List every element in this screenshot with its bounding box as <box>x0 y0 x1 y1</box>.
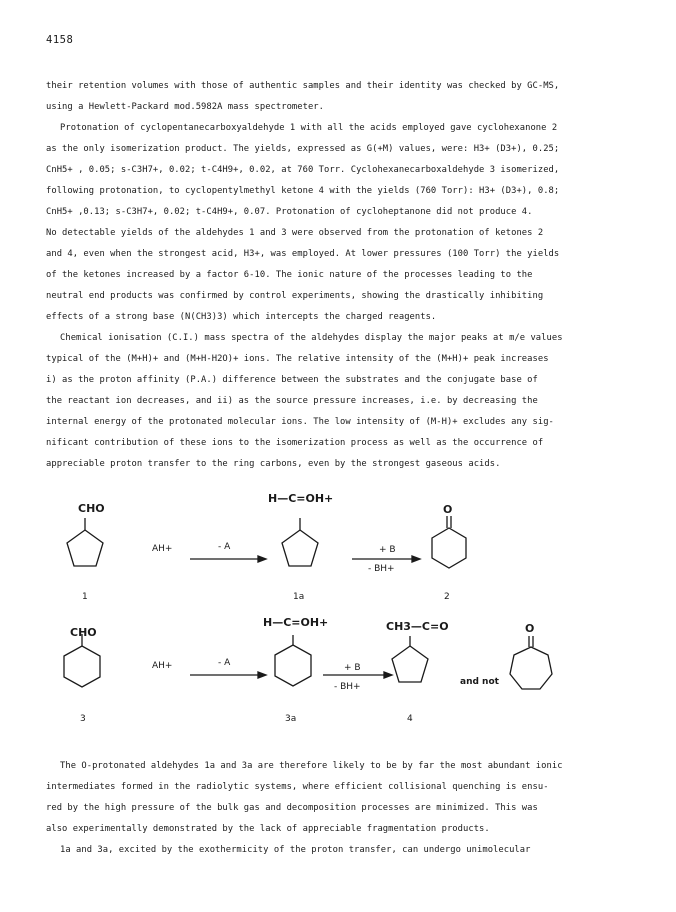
text-line: using a Hewlett-Packard mod.5982A mass spectrometer. <box>46 102 325 112</box>
text-line: intermediates formed in the radiolytic systems, where efficient collisional quenching is ensu- <box>46 782 549 792</box>
minus-a-label: - A <box>218 658 231 668</box>
text-line: effects of a strong base (N(CH3)3) which intercepts the charged reagents. <box>46 312 437 322</box>
text-line: Chemical ionisation (C.I.) mass spectra of the aldehydes display the major peaks at m/e values <box>60 333 563 343</box>
minus-bh-label: - BH+ <box>334 682 361 692</box>
text-line: Protonation of cyclopentanecarboxyaldehyde 1 with all the acids employed gave cyclohexanone 2 <box>60 123 558 133</box>
text-line: the reactant ion decreases, and ii) as the source pressure increases, i.e. by decreasing the <box>46 396 538 406</box>
cho-group: CHO <box>70 626 97 639</box>
minus-a-label: - A <box>218 542 231 552</box>
plus-b-label: + B <box>344 663 361 673</box>
and-not-label: and not <box>460 677 499 687</box>
text-line: neutral end products was confirmed by control experiments, showing the drastically inhibiting <box>46 291 544 301</box>
compound-label-2: 2 <box>444 592 450 602</box>
protonated-aldehyde-group: H—C=OH+ <box>268 492 334 505</box>
cyclopentane-ring <box>282 530 318 566</box>
text-line: i) as the proton affinity (P.A.) difference between the substrates and the conjugate base of <box>46 375 538 385</box>
reaction-scheme <box>40 486 640 766</box>
body-text-upper <box>46 76 638 475</box>
text-line: as the only isomerization product. The yields, expressed as G(+M) values, were: H3+ (D3+), 0.25; <box>46 144 560 154</box>
text-line: and 4, even when the strongest acid, H3+, was employed. At lower pressures (100 Torr) the yields <box>46 249 560 259</box>
text-line: appreciable proton transfer to the ring carbons, even by the strongest gaseous acids. <box>46 459 501 469</box>
text-line: following protonation, to cyclopentylmethyl ketone 4 with the yields (760 Torr): H3+ (D3+), 0.8; <box>46 186 560 196</box>
text-line: their retention volumes with those of authentic samples and their identity was checked by GC-MS, <box>46 81 560 91</box>
carbonyl-oxygen: O <box>525 622 535 635</box>
cyclohexane-ring <box>275 645 311 686</box>
scheme-drawing <box>40 486 640 766</box>
compound-label-1: 1 <box>82 592 88 602</box>
ah-reagent: AH+ <box>152 544 173 554</box>
page-number: 4158 <box>46 34 74 46</box>
text-line: nificant contribution of these ions to the isomerization process as well as the occurrence of <box>46 438 544 448</box>
cycloheptane-ring <box>510 647 552 689</box>
compound-label-3a: 3a <box>285 714 297 724</box>
carbonyl-oxygen: O <box>443 503 453 516</box>
text-line: internal energy of the protonated molecular ions. The low intensity of (M-H)+ excludes any sig- <box>46 417 554 427</box>
cyclopentane-ring <box>392 646 428 682</box>
text-line: red by the high pressure of the bulk gas and decomposition processes are minimized. This was <box>46 803 538 813</box>
text-line: CnH5+ ,0.13; s-C3H7+, 0.02; t-C4H9+, 0.07. Protonation of cycloheptanone did not produce 4. <box>46 207 533 217</box>
text-line: No detectable yields of the aldehydes 1 and 3 were observed from the protonation of ketones 2 <box>46 228 544 238</box>
text-line: 1a and 3a, excited by the exothermicity of the proton transfer, can undergo unimolecular <box>60 845 531 855</box>
text-line: also experimentally demonstrated by the lack of appreciable fragmentation products. <box>46 824 490 834</box>
text-line: typical of the (M+H)+ and (M+H-H2O)+ ions. The relative intensity of the (M+H)+ peak increases <box>46 354 549 364</box>
text-line: CnH5+ , 0.05; s-C3H7+, 0.02; t-C4H9+, 0.02, at 760 Torr. Cyclohexanecarboxaldehyde 3 isomerized, <box>46 165 560 175</box>
compound-label-3: 3 <box>80 714 86 724</box>
protonated-aldehyde-group: H—C=OH+ <box>263 616 329 629</box>
plus-b-label: + B <box>379 545 396 555</box>
text-line: The O-protonated aldehydes 1a and 3a are therefore likely to be by far the most abundant ionic <box>60 761 563 771</box>
acetyl-group: CH3—C=O <box>386 620 449 633</box>
cyclohexane-ring <box>64 646 100 687</box>
cyclopentane-ring <box>67 530 103 566</box>
text-line: of the ketones increased by a factor 6-10. The ionic nature of the processes leading to the <box>46 270 533 280</box>
minus-bh-label: - BH+ <box>368 564 395 574</box>
compound-label-4: 4 <box>407 714 413 724</box>
body-text-lower <box>46 756 638 861</box>
cho-group: CHO <box>78 502 105 515</box>
cyclohexane-ring <box>432 528 466 568</box>
compound-label-1a: 1a <box>293 592 305 602</box>
ah-reagent: AH+ <box>152 661 173 671</box>
